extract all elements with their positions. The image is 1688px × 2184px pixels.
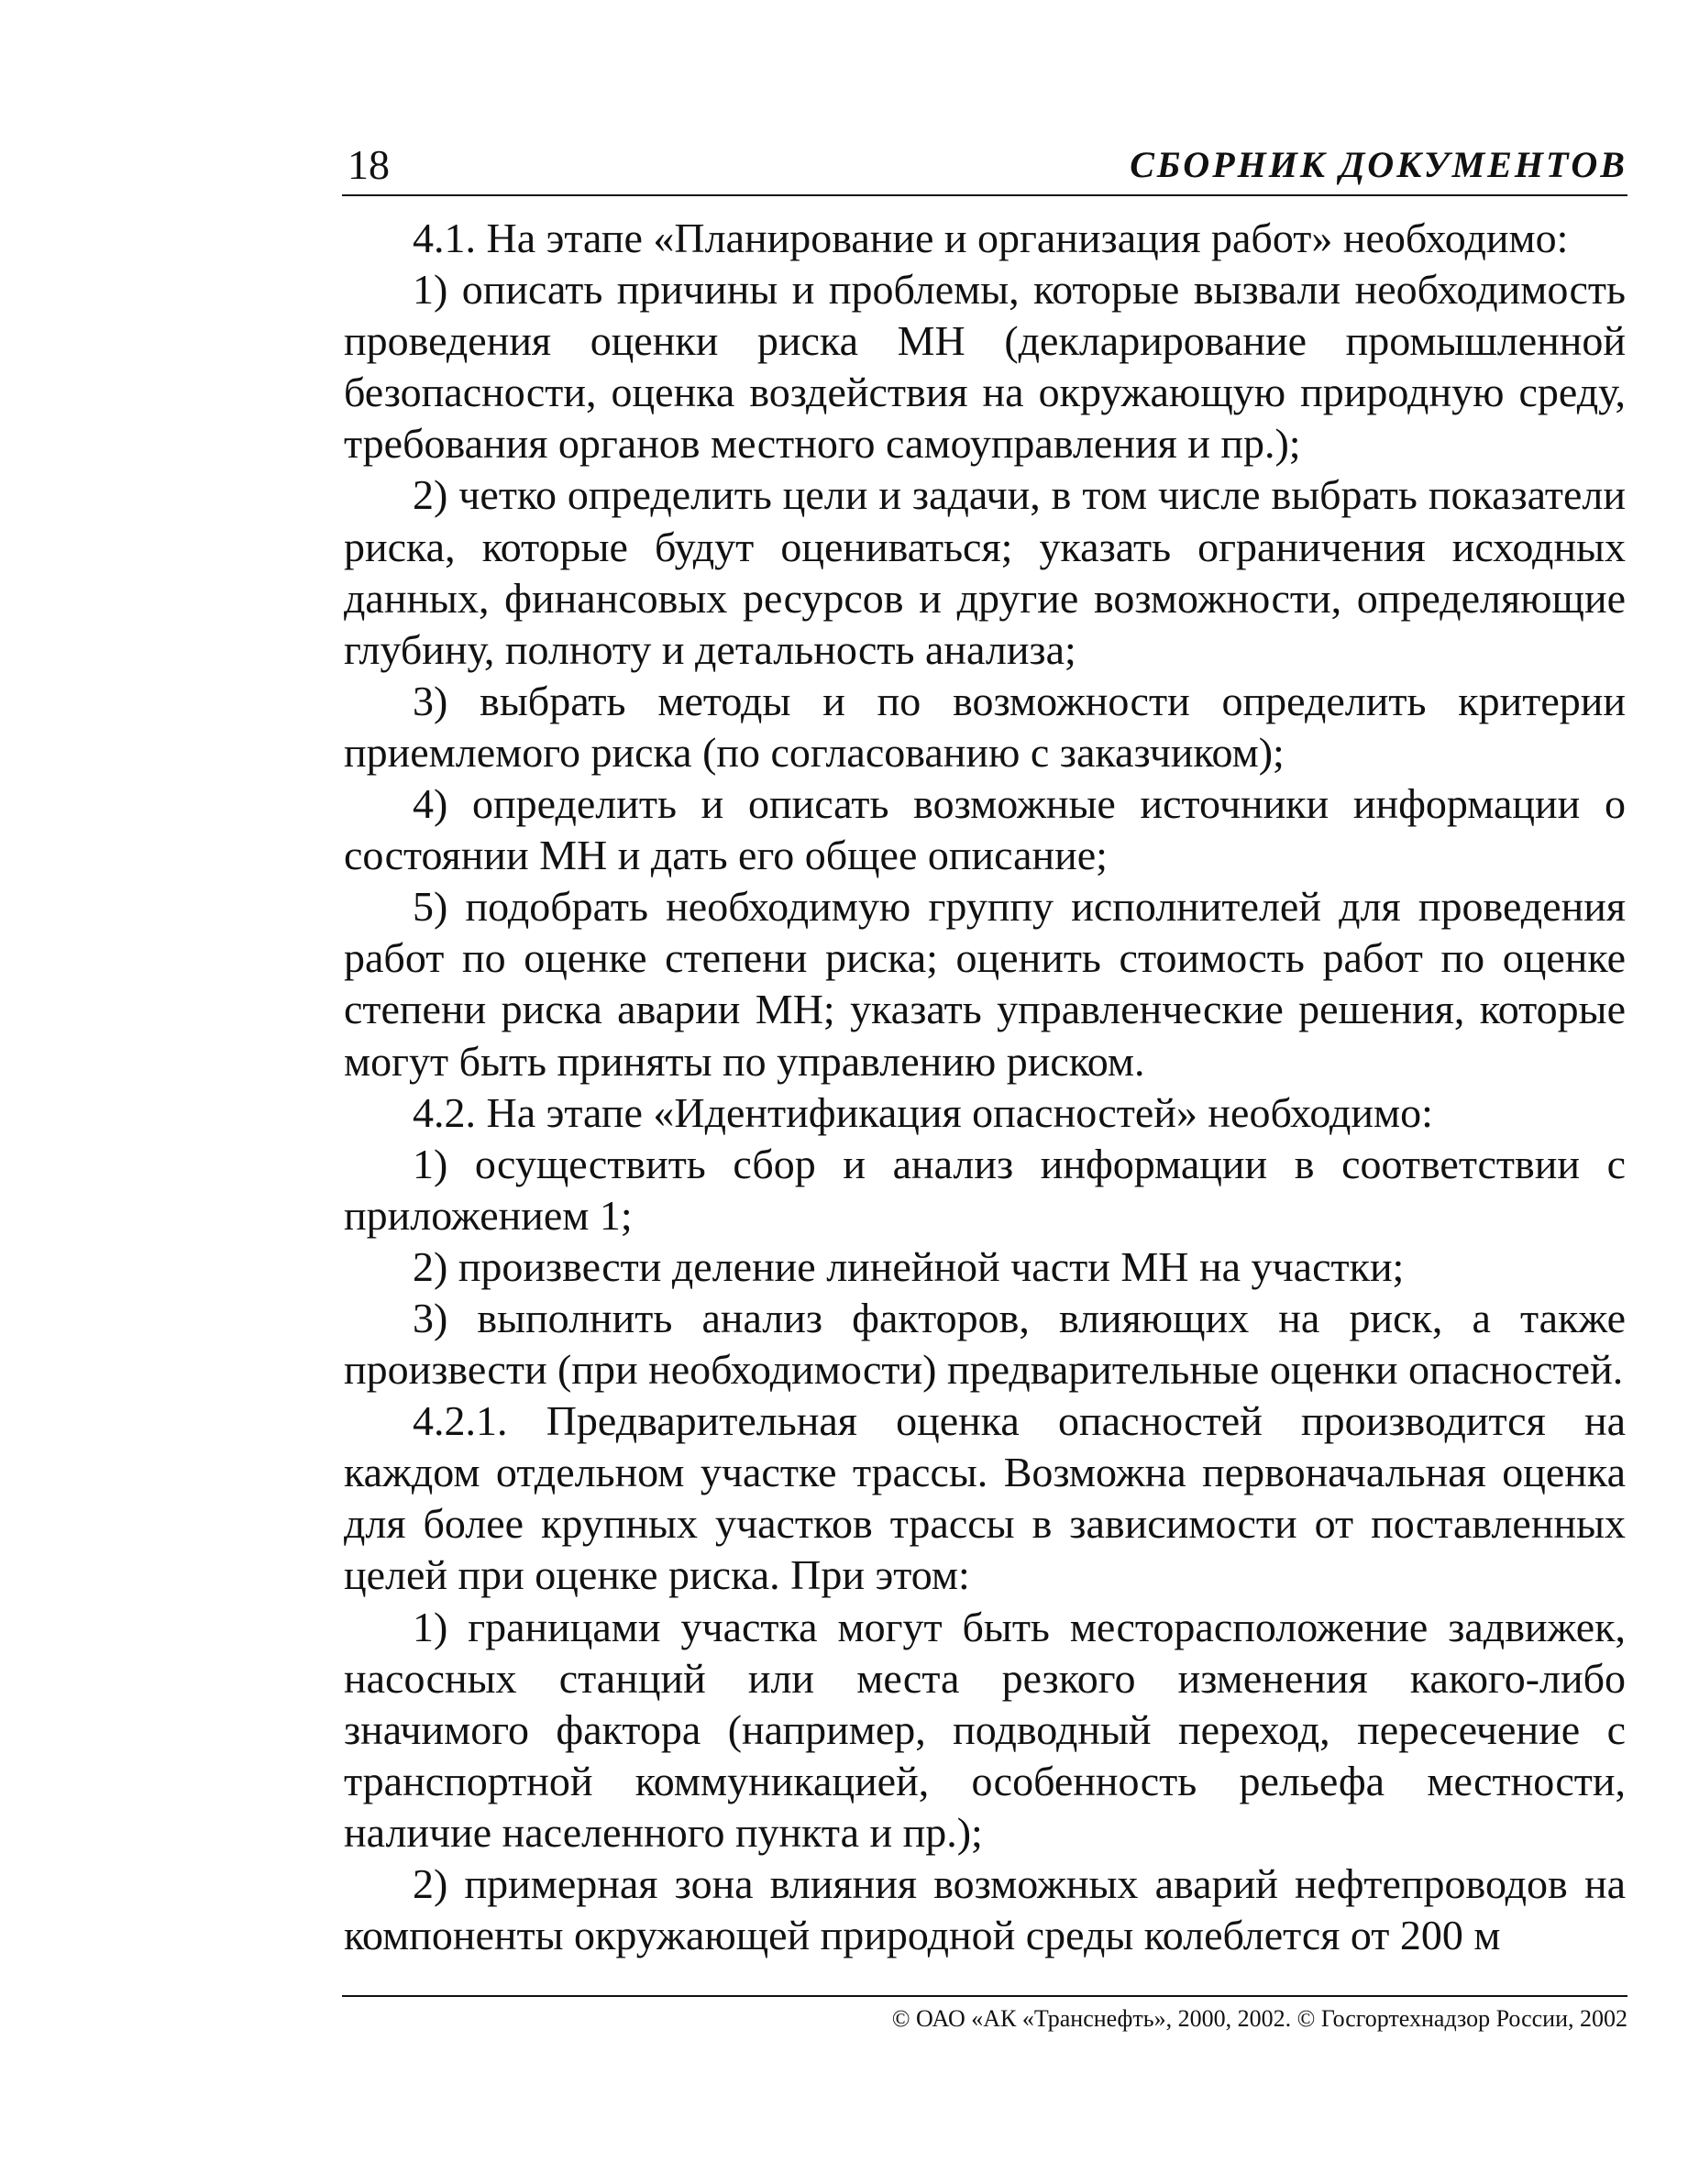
collection-title: СБОРНИК ДОКУМЕНТОВ	[1130, 144, 1627, 185]
paragraph-4-2-item-2: 2) произвести деление линейной части МН на участки;	[413, 1242, 1405, 1290]
paragraph-4-2-1: 4.2.1. Предварительная оценка опасностей производится на каждом отдельном участке трассы. Возможна первоначальная оценка для более крупных участков трассы в зависимости от поставленных целей при оценке риска. При этом:	[344, 1397, 1626, 1599]
paragraph-4-2: 4.2. На этапе «Идентификация опасностей» необходимо:	[413, 1088, 1433, 1136]
paragraph-4-1: 4.1. На этапе «Планирование и организация работ» необходимо:	[413, 215, 1569, 261]
paragraph-4-2-item-3: 3) выполнить анализ факторов, влияющих на риск, а также произвести (при необходимости) предварительные оценки опасностей.	[344, 1294, 1626, 1394]
paragraph-4-2-1-item-1: 1) границами участка могут быть месторасположение задвижек, насосных станций или места резкого изменения какого-либо значимого фактора (например, подводный переход, пересечение с транспортной коммуникацией, особенность рельефа местности, наличие населенного пункта и пр.);	[344, 1603, 1626, 1856]
copyright-notice: © ОАО «АК «Транснефть», 2000, 2002. © Госгортехнадзор России, 2002	[891, 2005, 1627, 2032]
paragraph-4-1-item-1: 1) описать причины и проблемы, которые вызвали необходимость проведения оценки риска МН (декларирование промышленной безопасности, оценка воздействия на окружающую природную среду, требования органов местного самоуправления и пр.);	[344, 266, 1626, 468]
paragraph-4-1-item-2: 2) четко определить цели и задачи, в том числе выбрать показатели риска, которые будут оцениваться; указать ограничения исходных данных, финансовых ресурсов и другие возможности, определяющие глубину, полноту и детальность анализа;	[344, 471, 1626, 673]
header-rule	[342, 194, 1627, 196]
paragraph-4-1-item-4: 4) определить и описать возможные источники информации о состоянии МН и дать его общее описание;	[344, 780, 1626, 879]
footer-rule	[342, 1995, 1627, 1997]
paragraph-4-1-item-3: 3) выбрать методы и по возможности определить критерии приемлемого риска (по согласованию с заказчиком);	[344, 677, 1626, 776]
body-text	[344, 213, 1626, 1961]
running-head	[342, 138, 1627, 191]
paragraph-4-2-1-item-2: 2) примерная зона влияния возможных аварий нефтепроводов на компоненты окружающей природной среды колеблется от 200 м	[344, 1860, 1626, 1959]
page-number: 18	[348, 141, 390, 188]
paragraph-4-2-item-1: 1) осуществить сбор и анализ информации в соответствии с приложением 1;	[344, 1140, 1626, 1239]
paragraph-4-1-item-5: 5) подобрать необходимую группу исполнителей для проведения работ по оценке степени риска; оценить стоимость работ по оценке степени риска аварии МН; указать управленческие решения, которые могут быть приняты по управлению риском.	[344, 883, 1626, 1085]
